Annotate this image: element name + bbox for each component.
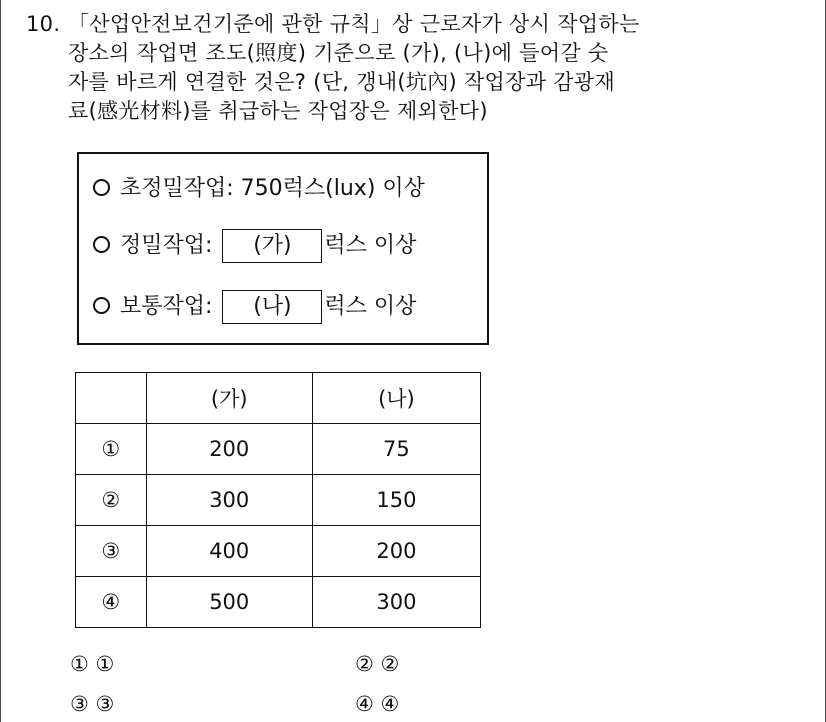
table-header-row	[76, 373, 481, 424]
box-line-normal: 보통작업: (나) 럭스 이상	[93, 289, 416, 325]
table-cell: 75	[312, 424, 480, 475]
box-line-precision: 정밀작업: (가) 럭스 이상	[93, 228, 416, 264]
table-header: (나)	[312, 373, 480, 424]
circle-bullet-icon	[93, 297, 110, 314]
choice-1[interactable]: ① ①	[70, 652, 115, 676]
table-cell: 200	[312, 526, 480, 577]
question-number: 10.	[26, 12, 61, 36]
box-line-ultra-precision: 초정밀작업: 750럭스(lux) 이상	[93, 171, 425, 207]
table-cell: 150	[312, 475, 480, 526]
table-cell: ②	[76, 475, 147, 526]
question-text	[68, 10, 806, 126]
left-border	[0, 0, 1, 722]
table-cell: ③	[76, 526, 147, 577]
question-line: 자를 바르게 연결한 것은? (단, 갱내(坑內) 작업장과 감광재	[68, 70, 616, 94]
blank-ga: (가)	[222, 229, 322, 263]
illuminance-box	[77, 152, 489, 345]
circle-bullet-icon	[93, 179, 110, 196]
circle-bullet-icon	[93, 236, 110, 253]
table-row	[76, 577, 481, 628]
table-cell: ④	[76, 577, 147, 628]
table-cell: 200	[146, 424, 312, 475]
table-header: (가)	[146, 373, 312, 424]
answer-table	[75, 372, 481, 628]
question	[26, 10, 806, 126]
table-cell: 400	[146, 526, 312, 577]
table-cell: 300	[312, 577, 480, 628]
choice-3[interactable]: ③ ③	[70, 692, 115, 716]
table-cell: ①	[76, 424, 147, 475]
question-line: 장소의 작업면 조도(照度) 기준으로 (가), (나)에 들어갈 숫	[68, 41, 609, 65]
table-header	[76, 373, 147, 424]
question-line: 「산업안전보건기준에 관한 규칙」상 근로자가 상시 작업하는	[68, 12, 640, 36]
choice-2[interactable]: ② ②	[355, 652, 400, 676]
table-row	[76, 475, 481, 526]
blank-na: (나)	[222, 290, 322, 324]
table-row	[76, 424, 481, 475]
question-line: 료(感光材料)를 취급하는 작업장은 제외한다)	[68, 99, 488, 123]
choice-4[interactable]: ④ ④	[355, 692, 400, 716]
table-cell: 300	[146, 475, 312, 526]
table-cell: 500	[146, 577, 312, 628]
table-row	[76, 526, 481, 577]
